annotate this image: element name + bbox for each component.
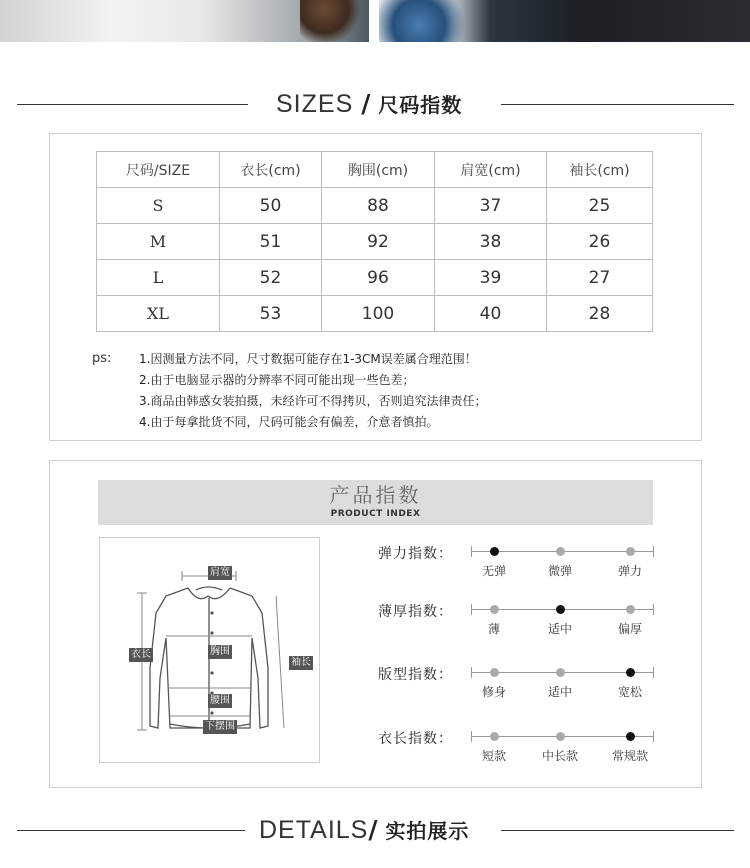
index-option: 适中 [547, 685, 572, 699]
header-sleeve: 袖长(cm) [547, 152, 653, 188]
product-index-title-en: PRODUCT INDEX [330, 509, 421, 519]
chest-tag: 胸围 [210, 646, 230, 657]
table-cell: S [97, 188, 220, 224]
details-heading [0, 814, 750, 846]
product-photo-left [0, 0, 369, 42]
sizes-title [276, 88, 462, 121]
table-cell: 52 [220, 260, 322, 296]
index-option: 修身 [481, 685, 506, 699]
index-dot [490, 547, 499, 556]
details-title [259, 814, 469, 847]
table-cell: 50 [220, 188, 322, 224]
table-cell: 88 [322, 188, 435, 224]
header-shoulder: 肩宽(cm) [435, 152, 547, 188]
product-index-panel [49, 460, 702, 788]
index-dot [556, 547, 565, 556]
index-row-label: 薄厚指数： [378, 604, 453, 620]
table-cell: 37 [435, 188, 547, 224]
heading-divider-right [501, 830, 734, 831]
index-option: 短款 [481, 749, 506, 763]
note-item: 1.因测量方法不同，尺寸数据可能存在1-3CM误差属合理范围！ [139, 352, 477, 366]
table-cell: 25 [547, 188, 653, 224]
length-tag: 衣长 [131, 649, 151, 660]
table-row [97, 188, 653, 224]
index-row-elasticity [378, 539, 678, 579]
index-dot [556, 732, 565, 741]
hem-tag: 下摆围 [205, 721, 235, 732]
index-dot [626, 547, 635, 556]
index-option: 偏厚 [617, 622, 642, 636]
index-row-label: 衣长指数： [378, 731, 453, 747]
table-cell: 40 [435, 296, 547, 332]
index-option: 弹力 [617, 564, 642, 578]
track-cap [471, 546, 472, 557]
index-dot [556, 605, 565, 614]
track-cap [471, 604, 472, 615]
shoulder-width-tag: 肩宽 [210, 567, 230, 578]
track-cap [653, 731, 654, 742]
shirt-measure-diagram [99, 537, 320, 763]
track-cap [653, 667, 654, 678]
index-row-thickness [378, 597, 678, 637]
table-cell: 96 [322, 260, 435, 296]
index-dot [490, 668, 499, 677]
table-cell: 26 [547, 224, 653, 260]
header-chest: 胸围(cm) [322, 152, 435, 188]
index-row-length [378, 724, 678, 764]
index-row-label: 版型指数： [378, 667, 453, 683]
table-cell: L [97, 260, 220, 296]
note-item: 3.商品由韩惑女装拍摄，未经许可不得拷贝，否则追究法律责任； [139, 394, 487, 408]
track-cap [653, 546, 654, 557]
table-cell: M [97, 224, 220, 260]
index-dot [626, 668, 635, 677]
index-option: 无弹 [481, 564, 506, 578]
index-dot [556, 668, 565, 677]
table-cell: 53 [220, 296, 322, 332]
table-cell: 92 [322, 224, 435, 260]
index-dot [490, 605, 499, 614]
header-length: 衣长(cm) [220, 152, 322, 188]
track-cap [471, 667, 472, 678]
index-dot [626, 732, 635, 741]
waist-tag: 腰围 [210, 695, 230, 706]
size-chart-panel [49, 133, 702, 441]
index-option: 适中 [547, 622, 572, 636]
table-cell: 28 [547, 296, 653, 332]
size-table [96, 151, 653, 332]
table-row [97, 260, 653, 296]
note-item: 2.由于电脑显示器的分辨率不同可能出现一些色差； [139, 373, 415, 387]
table-cell: 39 [435, 260, 547, 296]
heading-divider-left [17, 104, 248, 105]
table-cell: 38 [435, 224, 547, 260]
size-table-header [97, 152, 653, 188]
details-title-slash: / [368, 815, 378, 844]
table-cell: 51 [220, 224, 322, 260]
product-photo-right [379, 0, 750, 42]
product-index-title-cn: 产品指数 [329, 483, 422, 507]
index-dot [490, 732, 499, 741]
details-title-cn: 实拍展示 [385, 819, 470, 843]
track-cap [471, 731, 472, 742]
table-row [97, 224, 653, 260]
ps-label: ps: [92, 351, 112, 366]
index-option: 薄 [487, 622, 500, 636]
index-option: 微弹 [547, 564, 572, 578]
table-row [97, 296, 653, 332]
header-size: 尺码/SIZE [97, 152, 220, 188]
sizes-title-cn: 尺码指数 [378, 93, 463, 117]
index-row-label: 弹力指数： [378, 546, 453, 562]
sizes-title-en: SIZES [276, 90, 354, 118]
note-item: 4.由于每拿批货不同，尺码可能会有偏差，介意者慎拍。 [139, 415, 439, 429]
index-option: 中长款 [541, 749, 578, 763]
ps-notes [139, 349, 486, 433]
sizes-heading [0, 88, 750, 120]
details-title-en: DETAILS [259, 816, 369, 844]
table-cell: XL [97, 296, 220, 332]
table-cell: 27 [547, 260, 653, 296]
index-dot [626, 605, 635, 614]
sizes-title-slash: / [361, 89, 371, 118]
heading-divider-left [17, 830, 245, 831]
track-cap [653, 604, 654, 615]
index-row-fit [378, 660, 678, 700]
index-option: 宽松 [617, 685, 642, 699]
product-index-banner [98, 480, 653, 525]
index-option: 常规款 [611, 749, 648, 763]
sleeve-tag: 袖长 [291, 657, 311, 668]
heading-divider-right [501, 104, 734, 105]
table-cell: 100 [322, 296, 435, 332]
